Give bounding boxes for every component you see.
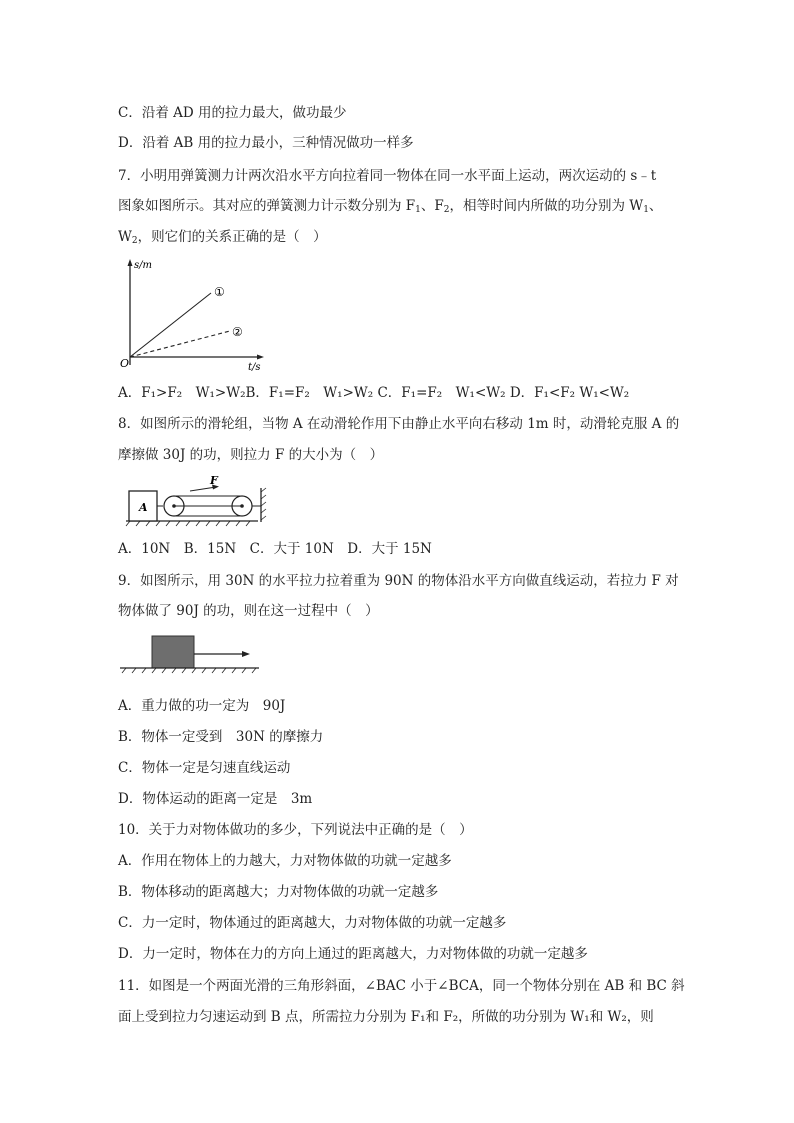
q9-stem-line1: 9．如图所示，用 30N 的水平拉力拉着重为 90N 的物体沿水平方向做直线运动，若拉力 F 对 — [118, 573, 679, 589]
graph-y-arrow — [128, 259, 133, 266]
q9-option-a: A．重力做的功一定为 90J — [118, 698, 286, 714]
graph-line-1-label: ① — [214, 285, 225, 299]
ground-hatch — [122, 668, 256, 673]
q8-stem-line2: 摩擦做 30J 的功，则拉力 F 的大小为（ ） — [118, 447, 384, 463]
graph-line-1 — [130, 293, 211, 357]
q10-stem: 10．关于力对物体做功的多少，下列说法中正确的是（ ） — [118, 822, 473, 838]
ground-hatch — [126, 521, 250, 526]
q7-stem-line2: 图象如图所示。其对应的弹簧测力计示数分别为 $F_1$、$F_2$，相等时间内所做的功分别为 $W_1$、 — [118, 198, 663, 215]
q11-stem-line2: 面上受到拉力匀速运动到 B 点，所需拉力分别为 F₁和 F₂，所做的功分别为 W₁和 W₂，则 — [118, 1009, 654, 1025]
q11-stem-line1: 11．如图是一个两面光滑的三角形斜面，∠BAC 小于∠BCA，同一个物体分别在 AB 和 BC 斜 — [118, 978, 685, 994]
q10-option-a: A．作用在物体上的力越大，力对物体做的功就一定越多 — [118, 853, 452, 869]
q8-options: A．10N B．15N C．大于 10N D．大于 15N — [118, 541, 432, 557]
q10-option-d: D．力一定时，物体在力的方向上通过的距离越大，力对物体做的功就一定越多 — [118, 946, 588, 962]
graph-x-label: t/s — [248, 362, 261, 373]
q7-options: A．F₁>F₂ W₁>W₂B．F₁=F₂ W₁>W₂ C．F₁=F₂ W₁<W₂ D．F₁<F₂ W₁<W₂ — [118, 385, 630, 401]
q7-st-graph — [118, 255, 268, 375]
pull-arrowhead — [242, 651, 250, 657]
graph-x-arrow — [257, 355, 264, 360]
wall-hatch — [261, 488, 266, 520]
q9-option-c: C．物体一定是匀速直线运动 — [118, 760, 291, 776]
force-label: F — [210, 474, 218, 487]
block-a-label: A — [139, 501, 148, 514]
q7-stem-line1: 7．小明用弹簧测力计两次沿水平方向拉着同一物体在同一水平面上运动，两次运动的 s﹣t — [118, 168, 657, 184]
q9-stem-line2: 物体做了 90J 的功，则在这一过程中（ ） — [118, 603, 379, 619]
force-arrow — [190, 487, 216, 491]
q7-stem-line3: $W_2$，则它们的关系正确的是（ ） — [118, 229, 327, 246]
graph-origin-label: O — [120, 357, 130, 370]
graph-line-2-label: ② — [232, 325, 243, 339]
q9-option-b: B．物体一定受到 30N 的摩擦力 — [118, 729, 324, 745]
q6-option-d: D．沿着 AB 用的拉力最小，三种情况做功一样多 — [118, 135, 414, 151]
q10-option-c: C．力一定时，物体通过的距离越大，力对物体做的功就一定越多 — [118, 915, 507, 931]
q9-block-figure — [118, 630, 263, 674]
q8-stem-line1: 8．如图所示的滑轮组，当物 A 在动滑轮作用下由静止水平向右移动 1m 时，动滑轮克服 A 的 — [118, 416, 680, 432]
q10-option-b: B．物体移动的距离越大；力对物体做的功就一定越多 — [118, 884, 439, 900]
graph-line-2 — [130, 331, 230, 357]
block — [152, 636, 194, 668]
graph-y-label: s/m — [134, 260, 152, 271]
q6-option-c: C．沿着 AD 用的拉力最大，做功最少 — [118, 105, 347, 121]
q8-pulley-figure — [118, 474, 270, 528]
q9-option-d: D．物体运动的距离一定是 3m — [118, 791, 313, 807]
